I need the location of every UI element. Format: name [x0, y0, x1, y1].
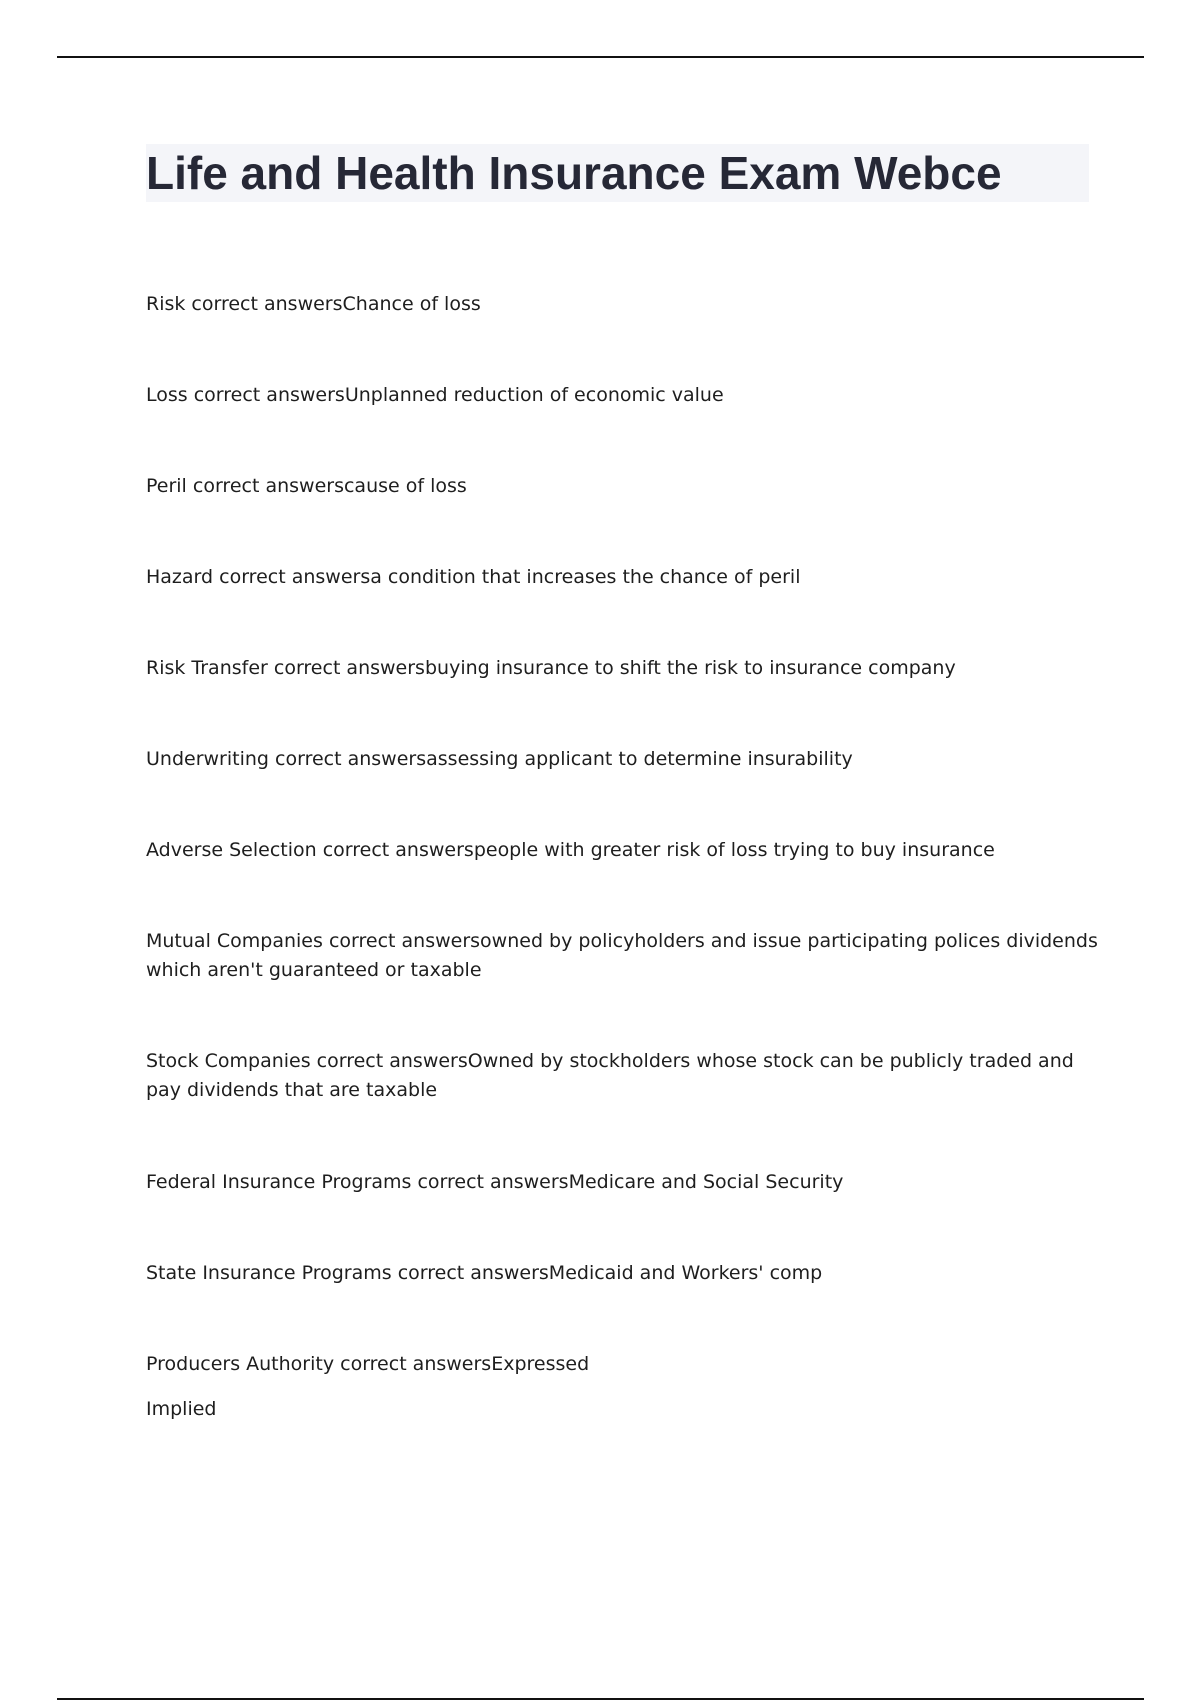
qa-entry: Federal Insurance Programs correct answersMedicare and Social Security: [146, 1171, 844, 1193]
qa-entry: Peril correct answerscause of loss: [146, 475, 467, 497]
qa-entry: Underwriting correct answersassessing applicant to determine insurability: [146, 748, 853, 770]
qa-list: [146, 0, 1106, 1700]
qa-entry: Adverse Selection correct answerspeople with greater risk of loss trying to buy insurance: [146, 839, 995, 861]
qa-entry-continuation: Implied: [146, 1398, 217, 1420]
qa-entry: Stock Companies correct answersOwned by stockholders whose stock can be publicly traded and pay dividends that are taxable: [146, 1050, 1074, 1101]
qa-entry: Risk correct answersChance of loss: [146, 293, 481, 315]
qa-entry: Loss correct answersUnplanned reduction of economic value: [146, 384, 724, 406]
qa-entry: Risk Transfer correct answersbuying insurance to shift the risk to insurance company: [146, 657, 956, 679]
page-title: Life and Health Insurance Exam Webce: [146, 147, 1002, 199]
qa-entry: Hazard correct answersa condition that increases the chance of peril: [146, 566, 801, 588]
qa-entry: Mutual Companies correct answersowned by policyholders and issue participating polices dividends which aren't guaranteed or taxable: [146, 930, 1098, 981]
qa-entry: Producers Authority correct answersExpressed: [146, 1353, 590, 1375]
qa-entry: State Insurance Programs correct answersMedicaid and Workers' comp: [146, 1262, 823, 1284]
